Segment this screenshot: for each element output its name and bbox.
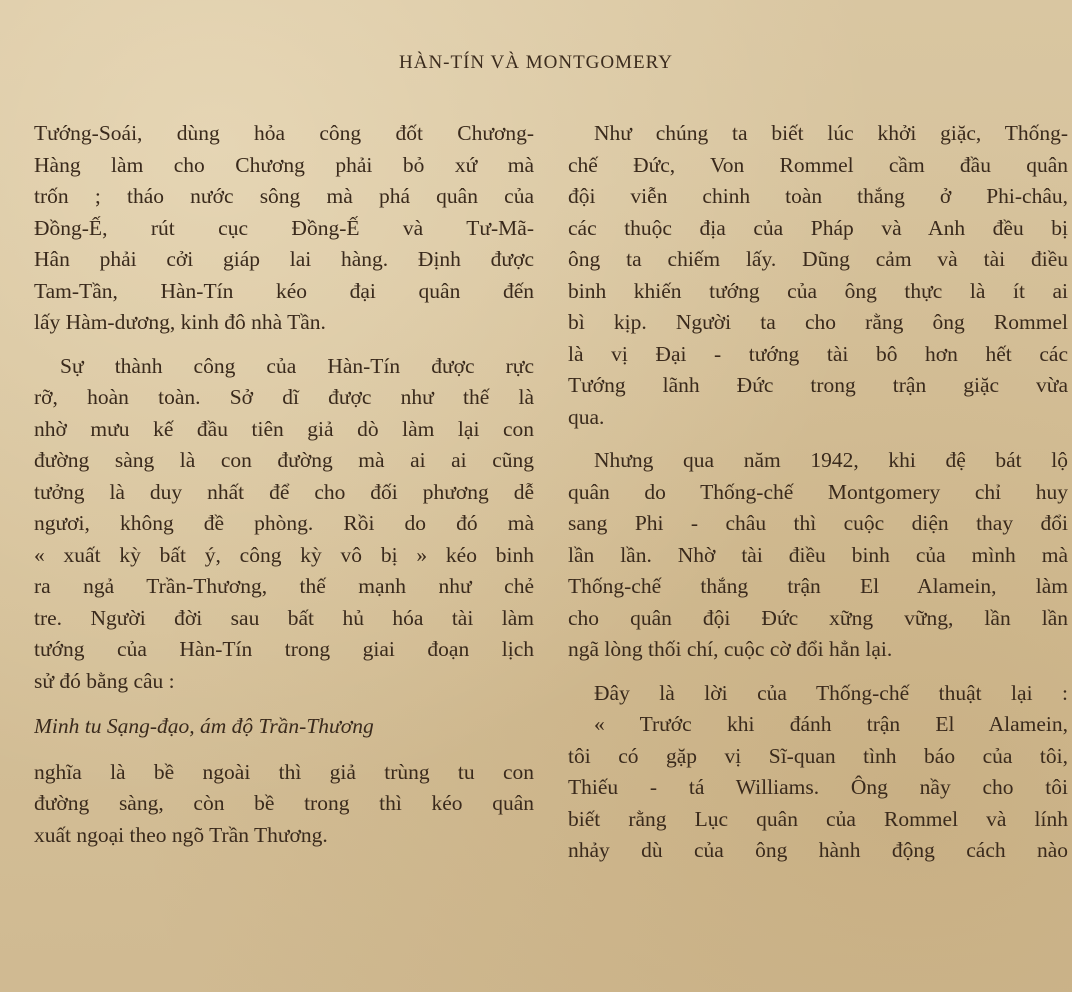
text-line: cho quân đội Đức xững vững, lần lần <box>568 605 1068 630</box>
left-quote <box>34 711 534 743</box>
text-line: nhờ mưu kế đầu tiên giả dò làm lại con <box>34 416 534 441</box>
right-paragraph-1 <box>568 118 1068 433</box>
text-line: quân do Thống-chế Montgomery chỉ huy <box>568 479 1068 504</box>
text-line: lấy Hàm-dương, kinh đô nhà Tần. <box>34 310 326 334</box>
quote-line: Minh tu Sạng-đạo, ám độ Trần-Thương <box>34 714 374 738</box>
text-line: Đây là lời của Thống-chế thuật lại : <box>594 680 1068 705</box>
text-line: nhảy dù của ông hành động cách nào <box>568 838 1068 862</box>
text-line: Hàng làm cho Chương phải bỏ xứ mà <box>34 152 534 177</box>
text-line: Thiếu - tá Williams. Ông nầy cho tôi <box>568 775 1068 799</box>
text-line: Như chúng ta biết lúc khởi giặc, Thống- <box>594 121 1068 145</box>
text-line: ông ta chiếm lấy. Dũng cảm và tài điều <box>568 247 1068 271</box>
text-line: nghĩa là bề ngoài thì giả trùng tu con <box>34 759 534 784</box>
text-line: đường sàng, còn bề trong thì kéo quân <box>34 791 534 815</box>
text-line: tướng của Hàn-Tín trong giai đoạn lịch <box>34 637 534 661</box>
text-line: ngươi, không đề phòng. Rồi do đó mà <box>34 511 534 535</box>
text-line: bì kịp. Người ta cho rằng ông Rommel <box>568 310 1068 334</box>
text-line: Tam-Tần, Hàn-Tín kéo đại quân đến <box>34 278 534 303</box>
text-line: Nhưng qua năm 1942, khi đệ bát lộ <box>594 448 1068 472</box>
text-line: tưởng là duy nhất để cho đối phương dễ <box>34 479 534 504</box>
text-line: các thuộc địa của Pháp và Anh đều bị <box>568 215 1068 240</box>
text-line: Thống-chế thắng trận El Alamein, làm <box>568 574 1068 598</box>
text-line: sang Phi - châu thì cuộc diện thay đổi <box>568 511 1068 535</box>
text-line: đội viễn chinh toàn thắng ở Phi-châu, <box>568 184 1068 208</box>
right-paragraph-2 <box>568 445 1068 666</box>
text-line: Đồng-Ế, rút cục Đồng-Ế và Tư-Mã- <box>34 215 534 240</box>
text-line: binh khiến tướng của ông thực là ít ai <box>568 278 1068 303</box>
text-line: « Trước khi đánh trận El Alamein, <box>594 712 1068 736</box>
text-line: « xuất kỳ bất ý, công kỳ vô bị » kéo binh <box>34 542 534 567</box>
text-line: Tướng lãnh Đức trong trận giặc vừa <box>568 373 1068 397</box>
left-paragraph-2 <box>34 351 534 698</box>
text-line: tôi có gặp vị Sĩ-quan tình báo của tôi, <box>568 743 1068 768</box>
text-line: Sự thành công của Hàn-Tín được rực <box>60 353 534 378</box>
text-line: chế Đức, Von Rommel cầm đầu quân <box>568 152 1068 177</box>
text-line: Hân phải cởi giáp lai hàng. Định được <box>34 247 534 271</box>
text-line: là vị Đại - tướng tài bô hơn hết các <box>568 341 1068 366</box>
text-line: biết rằng Lục quân của Rommel và lính <box>568 806 1068 831</box>
text-line: đường sàng là con đường mà ai ai cũng <box>34 448 534 472</box>
text-line: lần lần. Nhờ tài điều binh của mình mà <box>568 542 1068 567</box>
left-paragraph-1 <box>34 118 534 339</box>
text-line: ra ngả Trần-Thương, thế mạnh như chẻ <box>34 574 534 598</box>
text-line: trốn ; tháo nước sông mà phá quân của <box>34 184 534 208</box>
left-column <box>34 118 534 863</box>
text-line: xuất ngoại theo ngõ Trần Thương. <box>34 822 328 847</box>
text-line: sử đó bằng câu : <box>34 668 175 693</box>
text-line: qua. <box>568 404 605 429</box>
text-line: rỡ, hoàn toàn. Sở dĩ được như thế là <box>34 385 534 409</box>
text-line: tre. Người đời sau bất hủ hóa tài làm <box>34 605 534 630</box>
left-paragraph-3 <box>34 757 534 852</box>
right-paragraph-3 <box>568 678 1068 867</box>
running-title: HÀN-TÍN VÀ MONTGOMERY <box>399 52 673 73</box>
text-line: Tướng-Soái, dùng hỏa công đốt Chương- <box>34 121 534 145</box>
text-line: ngã lòng thối chí, cuộc cờ đổi hẳn lại. <box>568 637 893 661</box>
right-column <box>568 118 1068 879</box>
